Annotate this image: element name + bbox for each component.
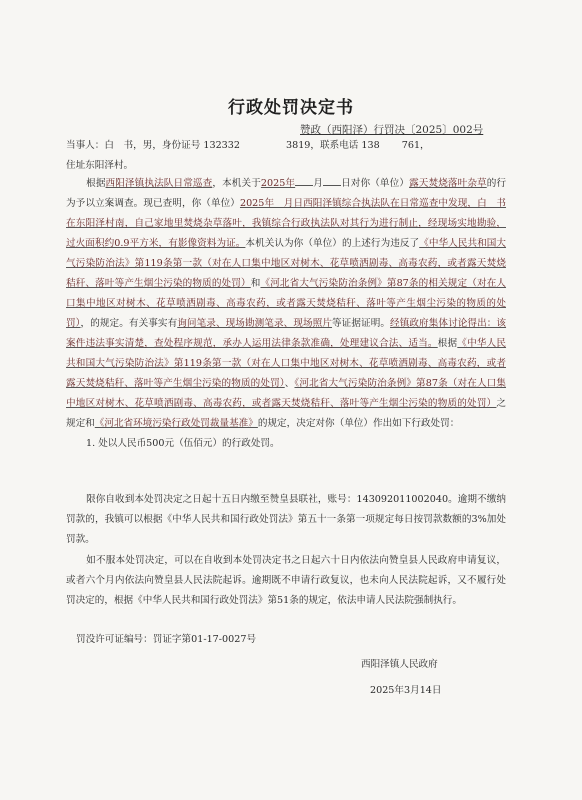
law-reference-5: 《河北省环境污染行政处罚裁量基准》 <box>94 418 258 429</box>
document-title: 行政处罚决定书 <box>228 98 354 118</box>
evidence-list: 询问笔录、现场勘测笔录、现场照片 <box>177 318 333 329</box>
text-and: 和 <box>250 278 261 289</box>
text-and-provisions: 之规定和 <box>66 398 506 429</box>
case-source: 西阳泽镇执法队日常巡查 <box>105 178 213 189</box>
permit-number: 罚没许可证编号：罚证字第01-17-0027号 <box>76 634 257 645</box>
text-agency: ，本机关于 <box>212 178 261 189</box>
party-line1-a: 当事人：白 书，男，身份证号 132332 <box>66 140 240 151</box>
party-line1-c: 761， <box>401 140 430 151</box>
party-address: 住址东阳泽村。 <box>66 160 134 171</box>
party-line1-b: 3819，联系电话 138 <box>286 140 380 151</box>
text-evidence-proves: 等证据证明。 <box>332 318 391 329</box>
appeal-paragraph <box>66 551 506 611</box>
law-reference-2: 《河北省大气污染防治条例》第87条的相关规定（对在人口集中地区对树木、花草喷洒剧毒、高毒农药，或者露天焚烧秸秆、落叶等产生烟尘污染的物质的处罚） <box>66 278 507 329</box>
month-blank <box>295 185 313 186</box>
text-violation-intro: 本机关认为你（单位）的上述行为违反了 <box>245 238 420 249</box>
payment-text: 限你自收到本处罚决定之日起十五日内缴至赞皇县联社，账号：143092011002040。逾期不缴纳罚款的，我镇可以根据《中华人民共和国行政处罚法》第五十一条第一项规定每日按罚款数额的3%加处罚款。 <box>66 494 506 545</box>
filing-year: 2025年 <box>260 178 296 189</box>
day-blank <box>323 185 341 186</box>
penalty-item: 1. 处以人民币500元（伍佰元）的行政处罚。 <box>86 438 280 449</box>
case-facts: 日西阳泽镇综合执法队在日常巡查中发现，白 书在东阳泽村南，自己家地里焚烧杂草落叶，我镇综合行政执法队对其行为进行制止，经现场实地勘验，过火面积约0.9平方米，有影像资料为证。 <box>66 198 507 249</box>
law-reference-3: 《中华人民共和国大气污染防治法》第119条第一款（对在人口集中地区对树木、花草喷洒剧毒、高毒农药，或者露天焚烧秸秆、落叶等产生烟尘污染的物质的处罚） <box>66 338 507 389</box>
issuing-organization: 西阳泽镇人民政府 <box>361 659 438 670</box>
day-label: 日对你（单位） <box>340 178 410 189</box>
law-reference-1: 《中华人民共和国大气污染防治法》第119条第一款（对在人口集中地区对树木、花草喷洒剧毒、高毒农药，或者露天焚烧秸秆、落叶等产生烟尘污染的物质的处罚） <box>66 238 507 289</box>
document-number-text: 赞政（西阳泽）行罚决〔2025〕002号 <box>300 124 484 136</box>
payment-paragraph <box>66 490 506 550</box>
appeal-text: 如不服本处罚决定，可以在自收到本处罚决定书之日起六十日内依法向赞皇县人民政府申请复议，或者六个月内依法向赞皇县人民法院起诉。逾期既不申请行政复议，也未向人民法院起诉，又不履行处罚决定的，根据《中华人民共和国行政处罚法》第51条的规定，依法申请人民法院强制执行。 <box>66 555 506 606</box>
text-according-to: 根据 <box>86 178 106 189</box>
month-label: 月 <box>313 178 323 189</box>
law-reference-4: 《河北省大气污染防治条例》第87条（对在人口集中地区对树木、花草喷洒剧毒、高毒农药，或者露天焚烧秸秆、落叶等产生烟尘污染的物质的处罚） <box>66 378 506 409</box>
violation-item: 露天焚烧落叶杂草 <box>409 178 487 189</box>
document-number <box>300 122 483 137</box>
text-comma: 、 <box>284 378 295 389</box>
decision-body <box>66 174 506 454</box>
collective-conclusion: 经镇政府集体讨论得出：该案件违法事实清楚，查处程序规范，承办人运用法律条款准确，处理建议合法、适当。 <box>66 318 507 349</box>
party-info <box>66 136 506 176</box>
finding-date: 2025年 月 <box>239 198 294 209</box>
text-according: 根据 <box>437 338 458 349</box>
text-evidence-intro: ，的规定。有关事实有 <box>80 318 178 329</box>
text-investigation: 的行为予以立案调查。现已查明，你（单位） <box>66 178 507 209</box>
text-decision: 的规定，决定对你（单位）作出如下行政处罚： <box>257 418 460 429</box>
issue-date: 2025年3月14日 <box>370 685 442 696</box>
